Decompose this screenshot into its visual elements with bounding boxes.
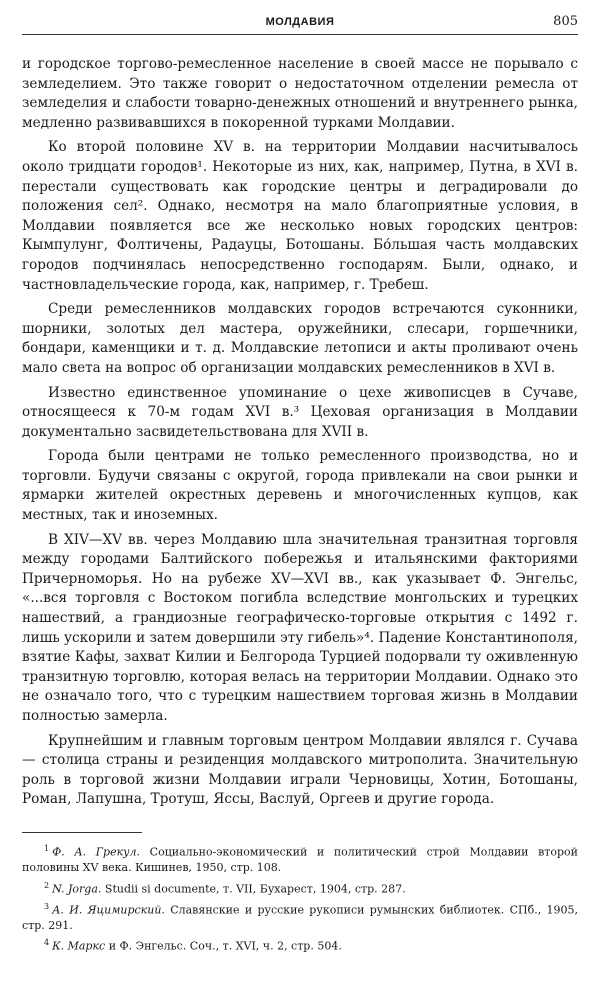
running-title: МОЛДАВИЯ: [265, 16, 335, 28]
footnote-text: Славянские и русские рукописи румынских библиотек. СПб., 1905, стр. 291.: [22, 903, 578, 932]
footnote-author: N. Jorga.: [52, 882, 102, 896]
paragraph: Известно единственное упоминание о цехе живописцев в Сучаве, относящееся к 70-м годам XVI в.³ Цеховая организация в Молдавии документально засвидетельствована для XVII в.: [22, 384, 578, 440]
footnote: [22, 899, 578, 934]
footnote-divider: [22, 832, 142, 833]
page: [22, 12, 578, 957]
paragraph: Крупнейшим и главным торговым центром Молдавии являлся г. Сучава — столица страны и резиденция молдавского митрополита. Значительную роль в торговой жизни Молдавии играли Черновицы, Хотин, Ботошаны, Роман, Лапушна, Тротуш, Яссы, Васлуй, Оргеев и другие города.: [22, 732, 578, 808]
paragraph: Ко второй половине XV в. на территории Молдавии насчитывалось около тридцати городов¹. Некоторые из них, как, например, Путна, в XVI в. перестали существовать как городские центры и деградировали до положения сел². Однако, несмотря на мало благоприятные условия, в Молдавии появляется все же несколько новых городских центров: Кымпулунг, Фолтичены, Радауцы, Ботошаны. Бо́льшая часть молдавских городов подчинялась непосредственно господарям. Были, однако, и частновладельческие города, как, например, г. Требеш.: [22, 139, 578, 293]
footnote-author: Ф. А. Грекул.: [52, 845, 141, 859]
footnote-mark: 3: [44, 901, 50, 911]
paragraph: Среди ремесленников молдавских городов встречаются суконники, шорники, золотых дел мастера, оружейники, слесари, горшечники, бондари, каменщики и т. д. Молдавские летописи и акты проливают очень мало света на вопрос об организации молдавских ремесленников в XVI в.: [22, 301, 578, 376]
page-number: 805: [553, 14, 578, 29]
footnote: [22, 878, 578, 897]
footnote-text: Социально-экономический и политический строй Молдавии второй половины XV века. Кишинев, 1950, стр. 108.: [22, 845, 578, 875]
paragraph: Города были центрами не только ремесленного производства, но и торговли. Будучи связаны с округой, города привлекали на свои рынки и ярмарки жителей окрестных деревень и многочисленных купцов, как местных, так и иноземных.: [22, 448, 578, 524]
footnote: [22, 841, 578, 876]
body-text: [22, 55, 578, 810]
footnote-author: А. И. Яцимирский.: [52, 903, 165, 917]
footnote: [22, 935, 578, 954]
footnote-mark: 4: [44, 938, 50, 948]
footnote-text: и Ф. Энгельс. Соч., т. XVI, ч. 2, стр. 504.: [108, 940, 342, 954]
footnotes: [22, 841, 578, 955]
paragraph: и городское торгово-ремесленное население в своей массе не порывало с земледелием. Это также говорит о недостаточном отделении ремесла от земледелия и слабости товарно-денежных отношений и внутреннего рынка, медленно развивавшихся в покоренной турками Молдавии.: [22, 56, 578, 131]
page-header: [22, 12, 578, 35]
footnote-mark: 1: [44, 843, 50, 853]
paragraph: В XIV—XV вв. через Молдавию шла значительная транзитная торговля между городами Балтийского побережья и итальянскими факториями Причерноморья. Но на рубеже XV—XVI вв., как указывает Ф. Энгельс, «...вся торговля с Востоком погибла вследствие монгольских и турецких нашествий, а грандиозные географическо-торговые открытия с 1492 г. лишь ускорили и затем довершили эту гибель»⁴. Падение Константинополя, взятие Кафы, захват Килии и Белгорода Турцией подорвали ту оживленную транзитную торговлю, которая велась на территории Молдавии. Однако это не означало того, что с турецким нашествием торговая жизнь в Молдавии полностью замерла.: [22, 531, 578, 724]
footnote-mark: 2: [44, 880, 50, 890]
footnote-author: К. Маркс: [52, 940, 106, 954]
footnote-text: Studii si documente, т. VII, Бухарест, 1904, стр. 287.: [104, 882, 406, 896]
